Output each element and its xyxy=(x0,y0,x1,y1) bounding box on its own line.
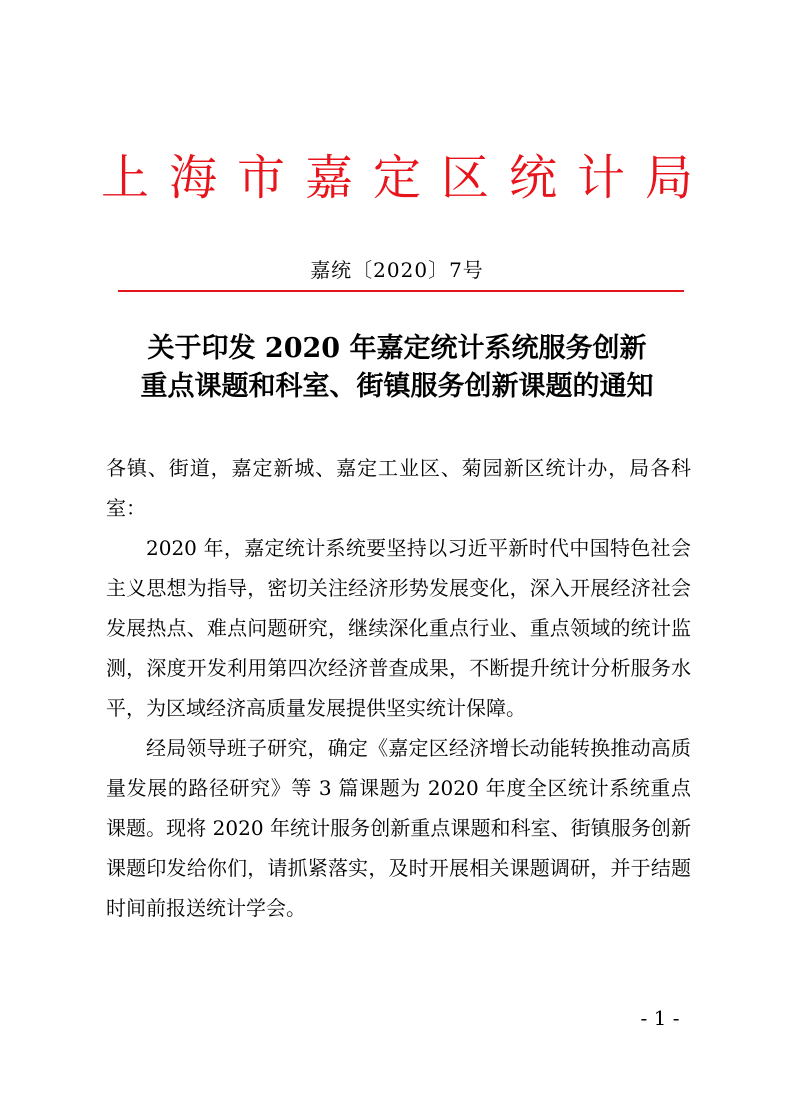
body-paragraph-1: 2020 年，嘉定统计系统要坚持以习近平新时代中国特色社会主义思想为指导，密切关注经济形势发展变化，深入开展经济社会发展热点、难点问题研究，继续深化重点行业、重点领域的统计监测，深度开发利用第四次经济普查成果，不断提升统计分析服务水平，为区域经济高质量发展提供坚实统计保障。 xyxy=(106,536,691,720)
document-title xyxy=(100,330,694,406)
document-number: 嘉统〔2020〕7号 xyxy=(310,258,484,282)
issuer-masthead: 上海市嘉定区统计局 xyxy=(100,150,713,206)
body-paragraph-2: 经局领导班子研究，确定《嘉定区经济增长动能转换推动高质量发展的路径研究》等 3 篇课题为 2020 年度全区统计系统重点课题。现将 2020 年统计服务创新重点课题和科室、街镇服务创新课题印发给你们，请抓紧落实，及时开展相关课题调研，并于结题时间前报送统计学会。 xyxy=(106,736,691,920)
title-line-1: 关于印发 2020 年嘉定统计系统服务创新 xyxy=(147,333,647,364)
addressee: 各镇、街道，嘉定新城、嘉定工业区、菊园新区统计办，局各科室： xyxy=(106,456,691,520)
red-divider-line xyxy=(118,290,684,292)
title-line-2: 重点课题和科室、街镇服务创新课题的通知 xyxy=(140,371,654,402)
page-number: - 1 - xyxy=(640,1006,680,1030)
document-body xyxy=(106,448,691,928)
